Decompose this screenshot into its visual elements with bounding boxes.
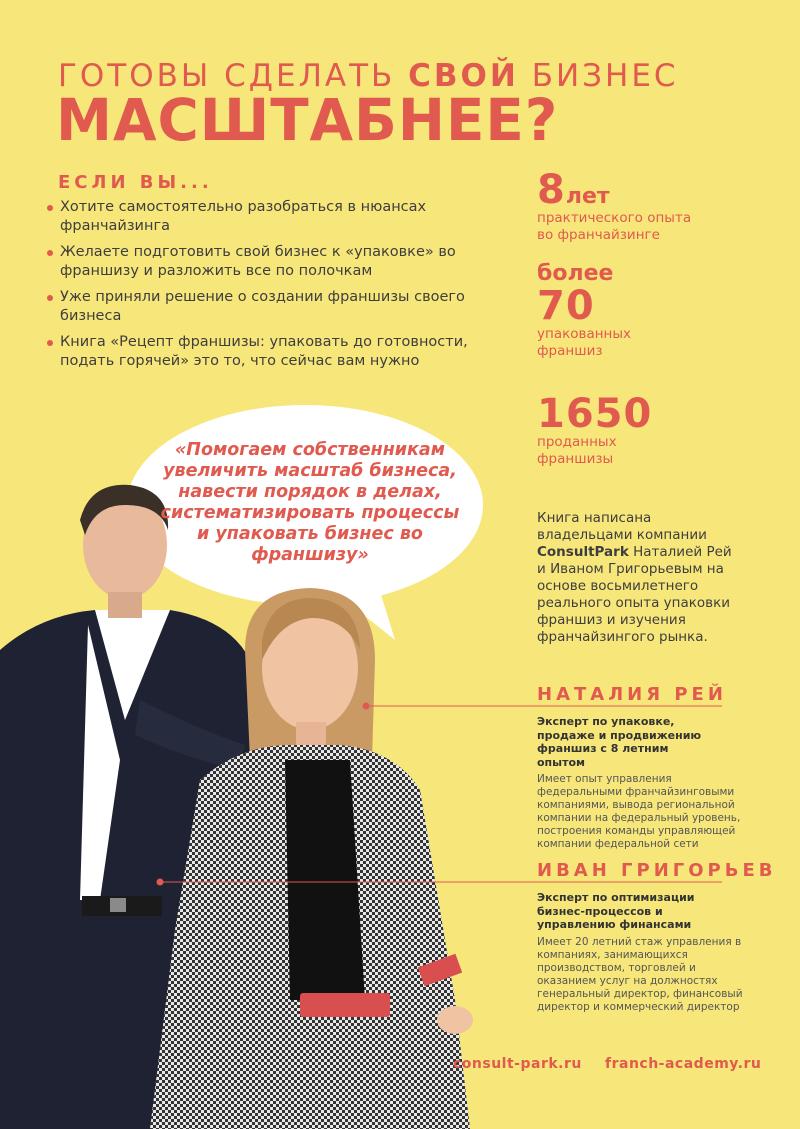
intro-heading: ЕСЛИ ВЫ... — [58, 172, 213, 193]
book-line: франчайзингого рынка. — [537, 629, 708, 645]
book-line: реального опыта упаковки — [537, 595, 731, 611]
intro-bullet: Хотите самостоятельно разобраться в нюансах франчайзинга — [44, 198, 484, 236]
intro-bullet: Книга «Рецепт франшизы: упаковать до готовности, подать горячей» это то, что сейчас вам нужно — [44, 333, 484, 371]
expert-natalia — [537, 684, 757, 851]
stat-sold-caption: проданных — [537, 434, 617, 450]
book-line: и Иваном Григорьевым на — [537, 561, 724, 577]
expert-ivan — [537, 860, 777, 1014]
expert-role: Эксперт по оптимизации бизнес-процессов и управлению финансами — [537, 891, 695, 931]
book-line: основе восьмилетнего — [537, 578, 699, 594]
book-line-rest: Наталией Рей — [628, 544, 732, 560]
footer-link-franch-academy[interactable]: franch-academy.ru — [605, 1056, 762, 1072]
book-line: франшиз и изучения — [537, 612, 686, 628]
stat-packed-number: 70 — [537, 283, 595, 329]
intro-bullet: Уже приняли решение о создании франшизы своего бизнеса — [44, 288, 484, 326]
expert-description: Имеет 20 летний стаж управления в компаниях, занимающихся производством, торговлей и оказанием услуг на должностях генеральный директор, финансовый директор и коммерческий директор — [537, 935, 743, 1013]
stat-packed-prefix: более — [537, 261, 614, 286]
headline-line-2: МАСШТАБНЕЕ? — [56, 86, 559, 154]
expert-role: Эксперт по упаковке, продаже и продвижению франшиз с 8 летним опытом — [537, 715, 702, 769]
quote-text: «Помогаем собственникам увеличить масштаб бизнеса, навести порядок в делах, систематизировать процессы и упаковать бизнес во франшизу» — [160, 440, 460, 565]
stat-years-unit: лет — [565, 184, 610, 209]
stat-packed-caption: упакованных — [537, 326, 632, 342]
expert-description: Имеет опыт управления федеральными франчайзинговыми компаниями, вывода региональной компании на федеральный уровень, построения команды управляющей компании федеральной сети — [537, 773, 741, 850]
stat-sold-number: 1650 — [537, 391, 653, 437]
stat-years-caption: практического опыта — [537, 210, 692, 226]
stat-sold-caption: франшизы — [537, 451, 614, 467]
book-line: владельцами компании — [537, 527, 707, 543]
stat-years-number: 8 — [537, 167, 566, 213]
expert-name: НАТАЛИЯ РЕЙ — [537, 684, 727, 705]
expert-name: ИВАН ГРИГОРЬЕВ — [537, 860, 777, 881]
company-name: ConsultPark — [537, 544, 629, 560]
stat-packed-caption: франшиз — [537, 343, 603, 359]
book-line: Книга написана — [537, 510, 652, 526]
intro-bullet: Желаете подготовить свой бизнес к «упаковке» во франшизу и разложить все по полочкам — [44, 243, 484, 281]
footer-link-consult-park[interactable]: consult-park.ru — [453, 1056, 582, 1072]
headline-line-1: ГОТОВЫ СДЕЛАТЬ СВОЙ БИЗНЕС — [58, 58, 679, 94]
stat-years-caption: во франчайзинге — [537, 227, 660, 243]
